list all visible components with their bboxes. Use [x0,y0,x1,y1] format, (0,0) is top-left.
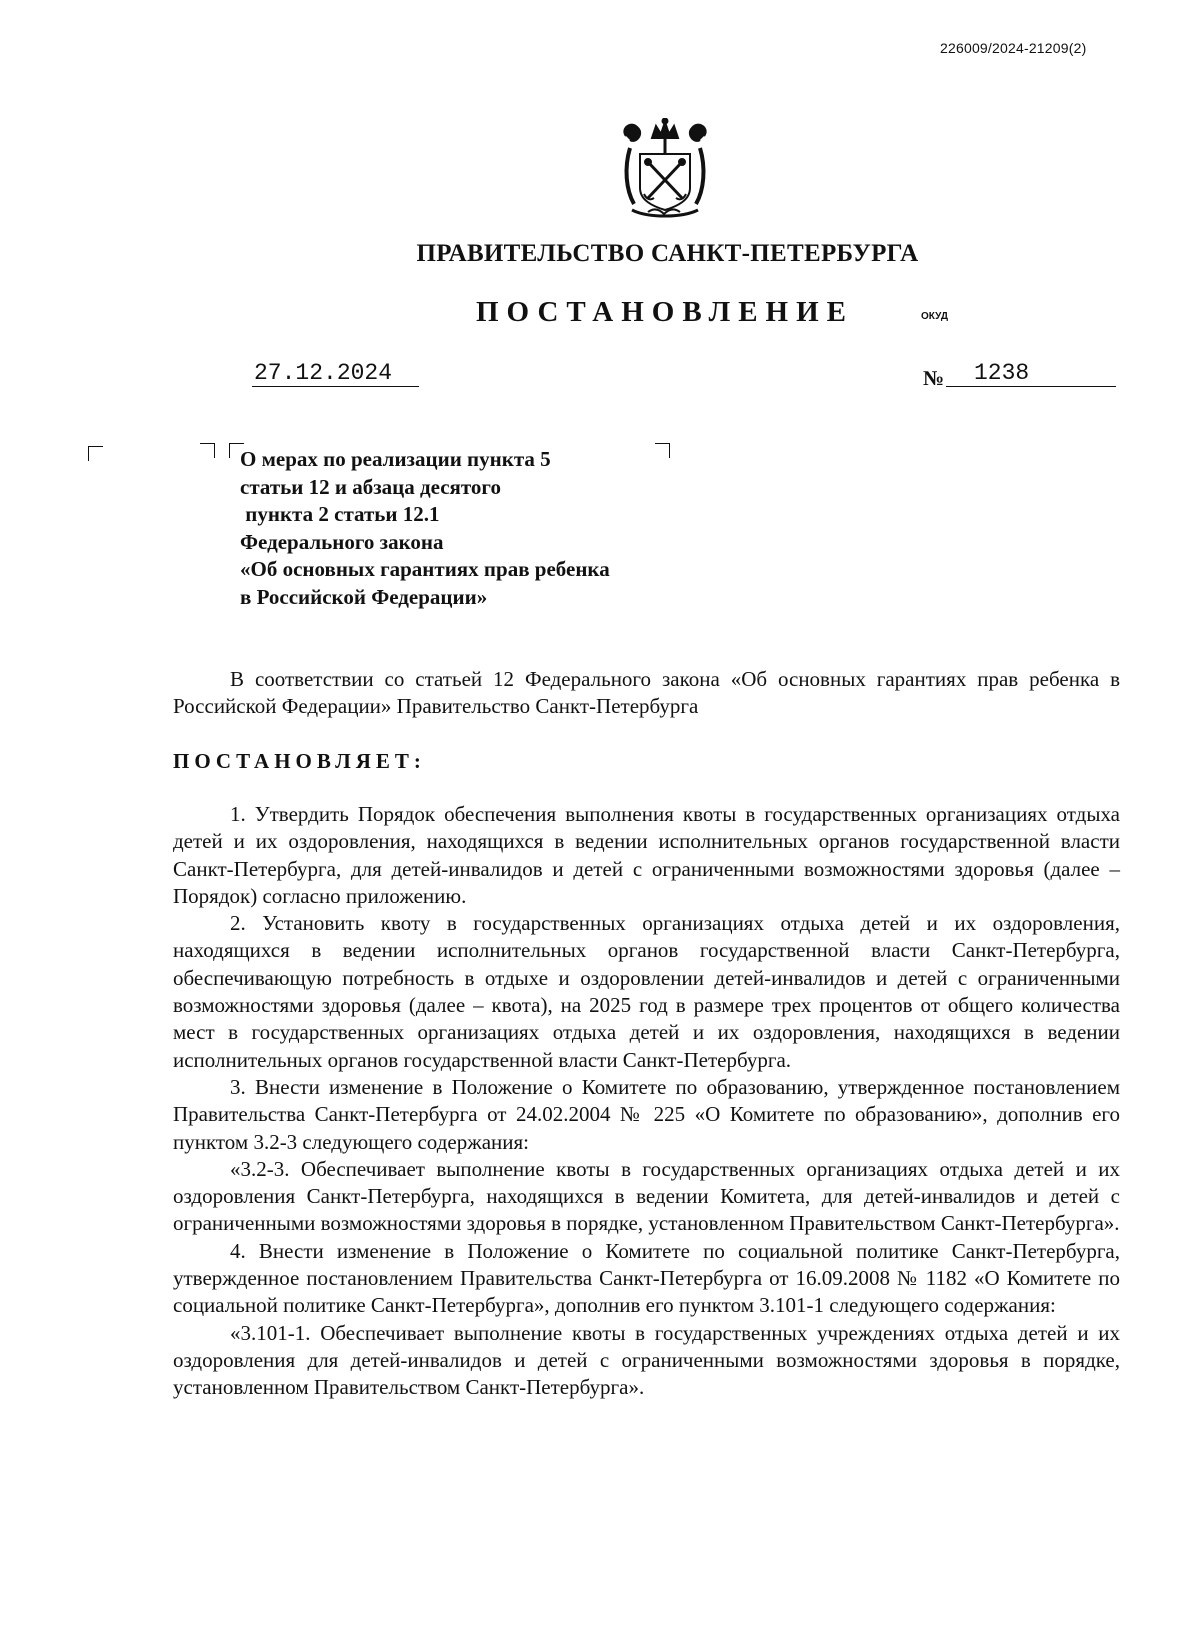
decree-paragraph-4: 4. Внести изменение в Положение о Комитете по социальной политике Санкт-Петербурга, утвержденное постановлением Правительства Санкт-Петербурга от 16.09.2008 № 1182 «О Комитете по социальной политике Санкт-Петербурга», дополнив его пунктом 3.101-1 следующего содержания: [173,1238,1120,1318]
decree-paragraph-1: 1. Утвердить Порядок обеспечения выполнения квоты в государственных организациях отдыха детей и их оздоровления, находящихся в ведении исполнительных органов государственной власти Санкт-Петербурга, для детей-инвалидов и детей с ограниченными возможностями здоровья (далее – Порядок) согласно приложению. [173,802,1120,908]
decree-paragraph-4-quote: «3.101-1. Обеспечивает выполнение квоты в государственных учреждениях отдыха детей и их оздоровления для детей-инвалидов и детей с ограниченными возможностями здоровья в порядке, установленном Правительством Санкт-Петербурга». [173,1320,1120,1400]
saint-petersburg-coat-of-arms-icon [618,118,712,218]
decree-paragraph-2: 2. Установить квоту в государственных организациях отдыха детей и их оздоровления, находящихся в ведении исполнительных органов государственной власти Санкт-Петербурга, обеспечивающую потребность в отдыхе и оздоровлении детей-инвалидов и детей с ограниченными возможностями здоровья (далее – квота), на 2025 год в размере трех процентов от общего количества мест в государственных организациях отдыха детей и их оздоровления, находящихся в ведении исполнительных органов государственной власти Санкт-Петербурга. [173,911,1120,1072]
preamble [173,666,1120,721]
government-title: ПРАВИТЕЛЬСТВО САНКТ-ПЕТЕРБУРГА [416,240,919,267]
preamble-paragraph: В соответствии со статьей 12 Федерального закона «Об основных гарантиях прав ребенка в Российской Федерации» Правительство Санкт-Петербурга [173,667,1120,719]
subject-line: «Об основных гарантиях прав ребенка [240,557,610,581]
subject-line: Федерального закона [240,529,444,554]
subject-line: в Российской Федерации» [240,584,488,609]
registration-number: 226009/2024-21209(2) [940,40,1087,56]
decree-body [173,801,1120,1402]
document-number: 1238 [946,360,1116,387]
subject-line: пункта 2 статьи 12.1 [240,502,440,526]
decree-paragraph-3-quote: «3.2-3. Обеспечивает выполнение квоты в государственных организациях отдыха детей и их оздоровления Санкт-Петербурга, находящихся в ведении Комитета, для детей-инвалидов и детей с ограниченными возможностями здоровья в порядке, установленном Правительством Санкт-Петербурга». [173,1156,1120,1236]
decree-paragraph-3: 3. Внести изменение в Положение о Комитете по образованию, утвержденное постановлением Правительства Санкт-Петербурга от 24.02.2004 № 225 «О Комитете по образованию», дополнив его пунктом 3.2-3 следующего содержания: [173,1074,1120,1154]
decree-word: ПОСТАНОВЛЯЕТ: [173,749,426,773]
subject-line: О мерах по реализации пункта 5 [240,447,551,471]
document-date: 27.12.2024 [252,360,419,387]
subject-bracket-end [655,443,670,458]
document-type: ПОСТАНОВЛЕНИЕ [476,296,855,328]
document-subject [240,446,610,611]
subject-bracket-left-end [200,443,215,458]
number-sign: № [923,366,945,390]
subject-line: статьи 12 и абзаца десятого [240,474,501,499]
left-margin-corner-mark [88,446,103,461]
okud-label: ОКУД [921,311,948,322]
